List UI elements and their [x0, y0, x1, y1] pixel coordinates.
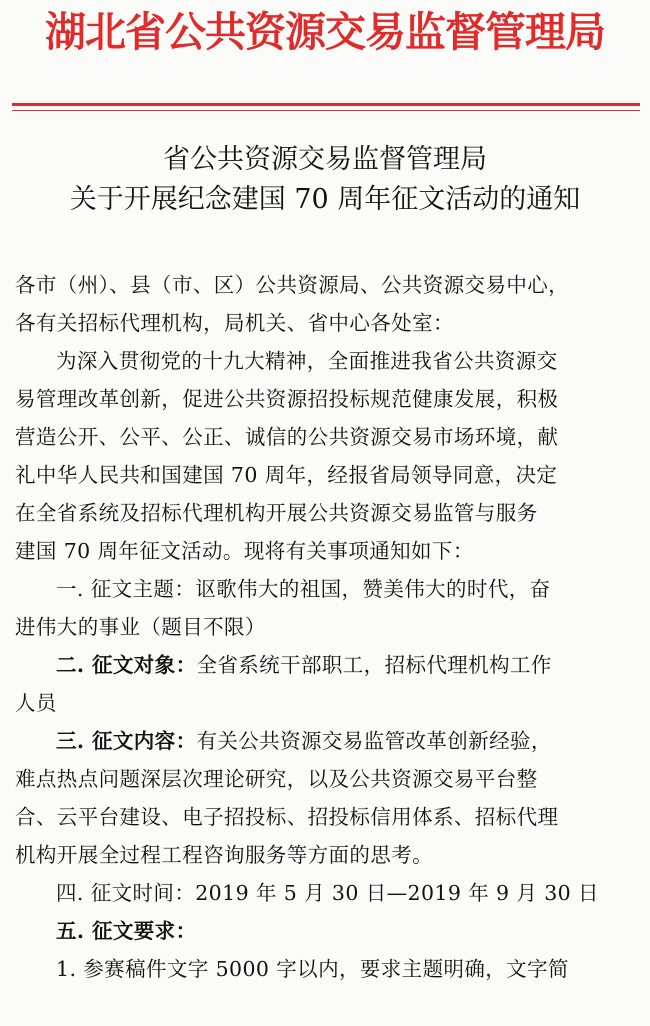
intro-line-6: 建国 70 周年征文活动。现将有关事项通知如下： [15, 539, 474, 563]
requirement-1-line-1: 1. 参赛稿件文字 5000 字以内，要求主题明确，文字简 [56, 957, 569, 981]
letterhead-org-name: 湖北省公共资源交易监督管理局 [45, 8, 605, 56]
intro-line-2: 易管理改革创新，促进公共资源招投标规范健康发展，积极 [15, 387, 559, 411]
section-4-text: 2019 年 5 月 30 日—2019 年 9 月 30 日 [195, 881, 599, 905]
section-5-line-1 [15, 914, 640, 949]
section-4-heading: 四. 征文时间： [56, 881, 196, 905]
section-3-line-1 [15, 724, 640, 759]
title-line-2: 关于开展纪念建国 70 周年征文活动的通知 [69, 184, 581, 215]
addressee-line-1: 各市（州）、县（市、区）公共资源局、公共资源交易中心， [15, 273, 570, 297]
section-2-line-1 [15, 648, 640, 683]
section-1-line-1 [15, 572, 640, 607]
section-1-line-2: 进伟大的事业（题目不限） [15, 615, 266, 639]
section-2-heading: 二. 征文对象： [56, 653, 197, 677]
section-5-heading: 五. 征文要求： [56, 919, 197, 943]
section-1-heading: 一. 征文主题： [56, 577, 196, 601]
section-1-text: 讴歌伟大的祖国，赞美伟大的时代，奋 [195, 577, 551, 601]
addressee-line-2: 各有关招标代理机构，局机关、省中心各处室： [15, 311, 454, 335]
section-2-text: 全省系统干部职工，招标代理机构工作 [196, 653, 552, 677]
section-3-line-4: 机构开展全过程工程咨询服务等方面的思考。 [15, 843, 433, 867]
section-3-line-3: 合、云平台建设、电子招投标、招投标信用体系、招标代理 [15, 805, 559, 829]
intro-line-3: 营造公开、公平、公正、诚信的公共资源交易市场环境，献 [15, 425, 559, 449]
intro-line-4: 礼中华人民共和国建国 70 周年，经报省局领导同意，决定 [15, 463, 558, 487]
letterhead-red-rule [12, 103, 640, 106]
title-line-1: 省公共资源交易监督管理局 [163, 144, 487, 175]
intro-line-1: 为深入贯彻党的十九大精神，全面推进我省公共资源交 [56, 349, 558, 373]
intro-line-5: 在全省系统及招标代理机构开展公共资源交易监管与服务 [15, 501, 538, 525]
section-3-text: 有关公共资源交易监管改革创新经验， [196, 729, 552, 753]
section-4-line-1 [15, 876, 640, 911]
section-3-line-2: 难点热点问题深层次理论研究，以及公共资源交易平台整 [15, 767, 538, 791]
section-3-heading: 三. 征文内容： [56, 729, 197, 753]
letterhead-red-rule-thin [12, 110, 640, 111]
section-2-line-2: 人员 [15, 691, 57, 715]
document-title [0, 140, 650, 220]
